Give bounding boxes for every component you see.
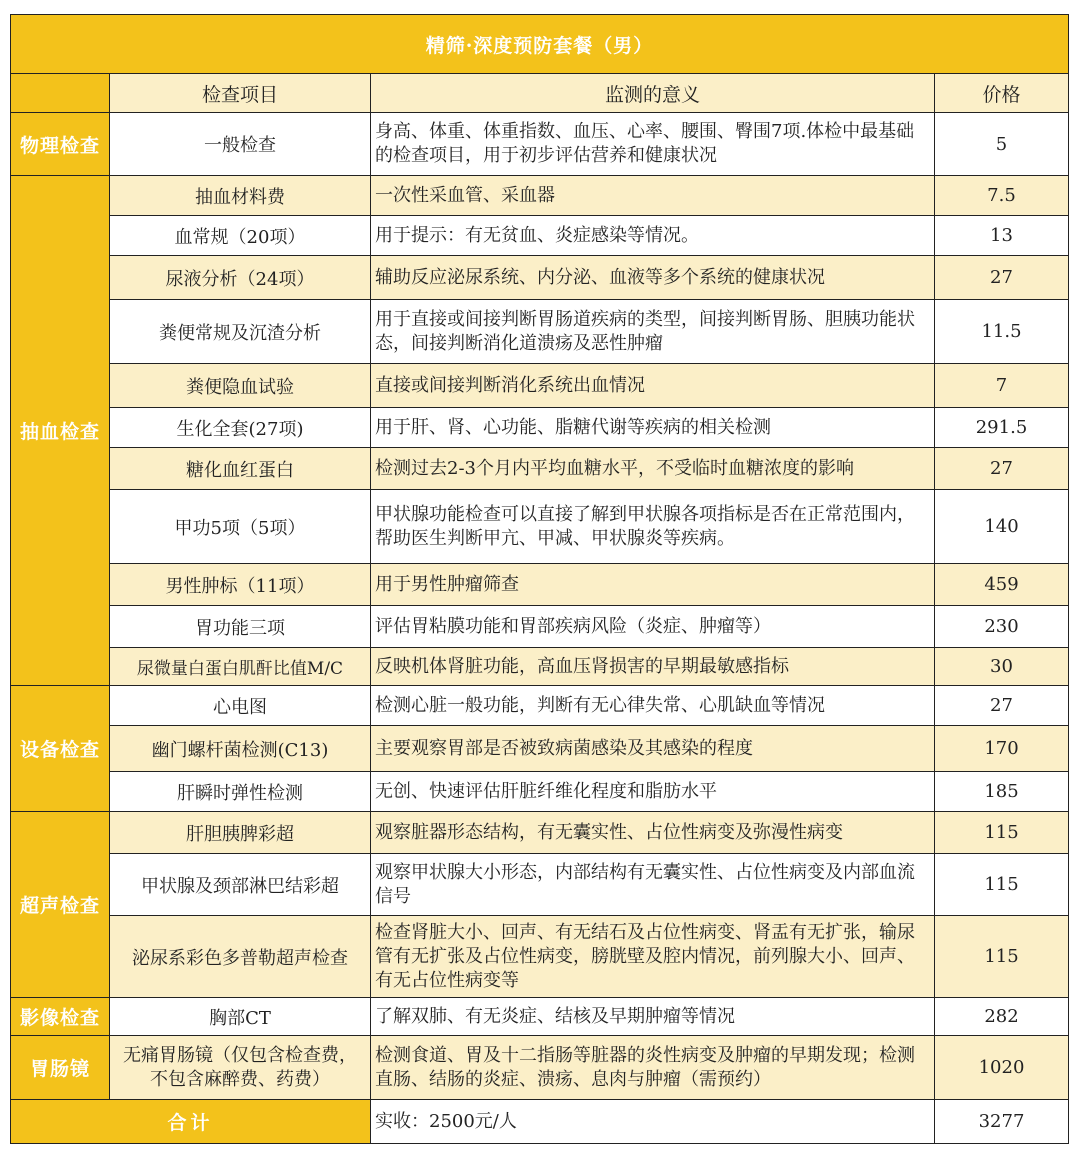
item-name: 胸部CT [110, 998, 371, 1036]
item-desc: 用于男性肿瘤筛查 [371, 564, 935, 606]
table-row [11, 772, 1069, 812]
item-name: 肝瞬时弹性检测 [110, 772, 371, 812]
item-desc: 主要观察胃部是否被致病菌感染及其感染的程度 [371, 726, 935, 772]
item-name: 无痛胃肠镜（仅包含检查费，不包含麻醉费、药费） [110, 1036, 371, 1100]
item-desc: 用于直接或间接判断胃肠道疾病的类型，间接判断胃肠、胆胰功能状态，间接判断消化道溃疡及恶性肿瘤 [371, 300, 935, 364]
category-blood: 抽血检查 [11, 176, 110, 686]
table-row [11, 113, 1069, 176]
table-row [11, 216, 1069, 256]
item-price: 11.5 [935, 300, 1069, 364]
table-row [11, 726, 1069, 772]
item-desc: 身高、体重、体重指数、血压、心率、腰围、臀围7项.体检中最基础的检查项目，用于初步评估营养和健康状况 [371, 113, 935, 176]
table-row [11, 176, 1069, 216]
header-meaning: 监测的意义 [371, 74, 935, 113]
item-desc: 无创、快速评估肝脏纤维化程度和脂肪水平 [371, 772, 935, 812]
item-name: 糖化血红蛋白 [110, 448, 371, 490]
item-desc: 检测过去2-3个月内平均血糖水平，不受临时血糖浓度的影响 [371, 448, 935, 490]
item-name: 尿液分析（24项） [110, 256, 371, 300]
category-endoscopy: 胃肠镜 [11, 1036, 110, 1100]
item-price: 140 [935, 490, 1069, 564]
total-price: 3277 [935, 1100, 1069, 1144]
header-price: 价格 [935, 74, 1069, 113]
total-row [11, 1100, 1069, 1144]
item-price: 7.5 [935, 176, 1069, 216]
category-imaging: 影像检查 [11, 998, 110, 1036]
table-row [11, 408, 1069, 448]
table-row [11, 648, 1069, 686]
table-row [11, 564, 1069, 606]
table-title: 精筛·深度预防套餐（男） [11, 15, 1069, 74]
item-price: 170 [935, 726, 1069, 772]
item-price: 1020 [935, 1036, 1069, 1100]
item-name: 甲功5项（5项） [110, 490, 371, 564]
item-price: 30 [935, 648, 1069, 686]
header-corner [11, 74, 110, 113]
item-desc: 辅助反应泌尿系统、内分泌、血液等多个系统的健康状况 [371, 256, 935, 300]
item-name: 血常规（20项） [110, 216, 371, 256]
item-name: 抽血材料费 [110, 176, 371, 216]
item-desc: 用于提示：有无贫血、炎症感染等情况。 [371, 216, 935, 256]
table-row [11, 606, 1069, 648]
item-name: 生化全套(27项) [110, 408, 371, 448]
item-desc: 了解双肺、有无炎症、结核及早期肿瘤等情况 [371, 998, 935, 1036]
item-name: 幽门螺杆菌检测(C13) [110, 726, 371, 772]
item-name: 甲状腺及颈部淋巴结彩超 [110, 854, 371, 916]
package-table [10, 14, 1069, 1144]
item-name: 男性肿标（11项） [110, 564, 371, 606]
item-name: 一般检查 [110, 113, 371, 176]
item-price: 27 [935, 686, 1069, 726]
table-row [11, 256, 1069, 300]
table-row [11, 448, 1069, 490]
item-desc: 检测食道、胃及十二指肠等脏器的炎性病变及肿瘤的早期发现；检测直肠、结肠的炎症、溃疡、息肉与肿瘤（需预约） [371, 1036, 935, 1100]
item-price: 115 [935, 916, 1069, 998]
category-physical: 物理检查 [11, 113, 110, 176]
table-row [11, 916, 1069, 998]
table-row [11, 812, 1069, 854]
item-price: 185 [935, 772, 1069, 812]
item-price: 5 [935, 113, 1069, 176]
item-desc: 甲状腺功能检查可以直接了解到甲状腺各项指标是否在正常范围内，帮助医生判断甲亢、甲减、甲状腺炎等疾病。 [371, 490, 935, 564]
table-row [11, 998, 1069, 1036]
table-row [11, 490, 1069, 564]
table-row [11, 300, 1069, 364]
item-price: 230 [935, 606, 1069, 648]
item-price: 115 [935, 812, 1069, 854]
category-ultrasound: 超声检查 [11, 812, 110, 998]
item-desc: 一次性采血管、采血器 [371, 176, 935, 216]
item-desc: 用于肝、肾、心功能、脂糖代谢等疾病的相关检测 [371, 408, 935, 448]
category-equipment: 设备检查 [11, 686, 110, 812]
item-price: 27 [935, 256, 1069, 300]
total-actual: 实收：2500元/人 [371, 1100, 935, 1144]
item-desc: 反映机体肾脏功能，高血压肾损害的早期最敏感指标 [371, 648, 935, 686]
item-price: 459 [935, 564, 1069, 606]
item-desc: 评估胃粘膜功能和胃部疾病风险（炎症、肿瘤等） [371, 606, 935, 648]
item-price: 13 [935, 216, 1069, 256]
item-desc: 检测心脏一般功能，判断有无心律失常、心肌缺血等情况 [371, 686, 935, 726]
header-item: 检查项目 [110, 74, 371, 113]
item-desc: 观察甲状腺大小形态，内部结构有无囊实性、占位性病变及内部血流信号 [371, 854, 935, 916]
item-name: 粪便常规及沉渣分析 [110, 300, 371, 364]
item-name: 尿微量白蛋白肌酐比值M/C [110, 648, 371, 686]
item-price: 27 [935, 448, 1069, 490]
table-row [11, 364, 1069, 408]
item-desc: 观察脏器形态结构，有无囊实性、占位性病变及弥漫性病变 [371, 812, 935, 854]
item-name: 泌尿系彩色多普勒超声检查 [110, 916, 371, 998]
total-label: 合计 [11, 1100, 371, 1144]
item-name: 胃功能三项 [110, 606, 371, 648]
item-desc: 检查肾脏大小、回声、有无结石及占位性病变、肾盂有无扩张，输尿管有无扩张及占位性病变，膀胱壁及腔内情况，前列腺大小、回声、有无占位性病变等 [371, 916, 935, 998]
item-name: 肝胆胰脾彩超 [110, 812, 371, 854]
item-price: 115 [935, 854, 1069, 916]
item-price: 291.5 [935, 408, 1069, 448]
item-desc: 直接或间接判断消化系统出血情况 [371, 364, 935, 408]
item-name: 粪便隐血试验 [110, 364, 371, 408]
item-name: 心电图 [110, 686, 371, 726]
item-price: 282 [935, 998, 1069, 1036]
table-row [11, 854, 1069, 916]
table-row [11, 686, 1069, 726]
item-price: 7 [935, 364, 1069, 408]
table-row [11, 1036, 1069, 1100]
